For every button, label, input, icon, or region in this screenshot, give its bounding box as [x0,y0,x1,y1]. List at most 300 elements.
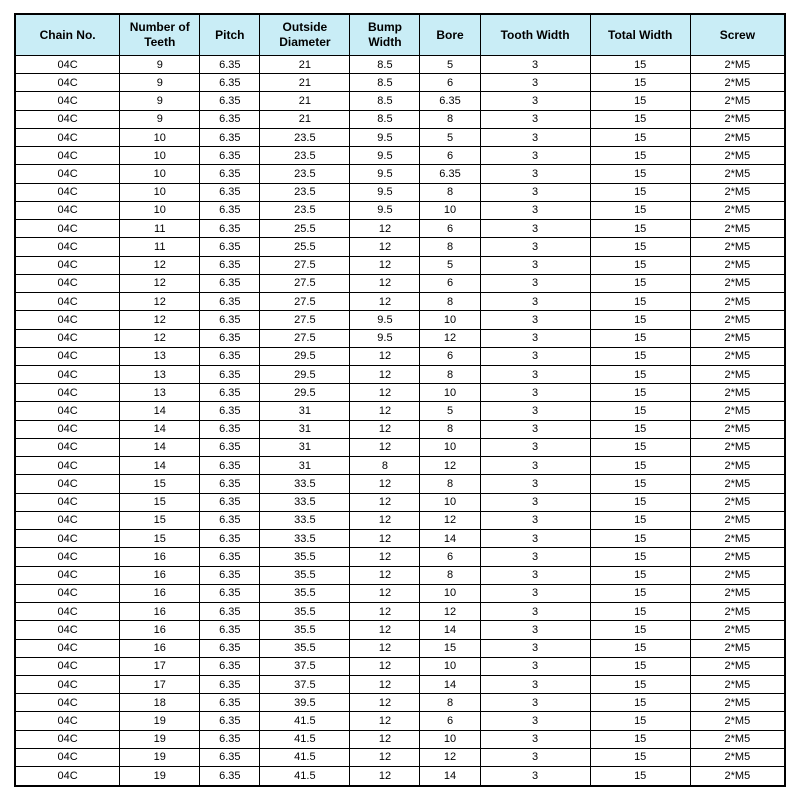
table-cell: 04C [15,74,120,92]
table-cell: 15 [590,165,690,183]
table-cell: 11 [120,220,200,238]
table-cell: 12 [350,420,420,438]
table-cell: 2*M5 [690,201,785,219]
table-cell: 6.35 [200,347,260,365]
table-cell: 15 [120,475,200,493]
table-cell: 6.35 [200,256,260,274]
table-cell: 33.5 [260,511,350,529]
table-cell: 2*M5 [690,511,785,529]
table-row [15,566,785,584]
table-cell: 12 [350,402,420,420]
table-cell: 27.5 [260,311,350,329]
table-row [15,347,785,365]
table-cell: 3 [480,183,590,201]
table-cell: 2*M5 [690,256,785,274]
table-row [15,402,785,420]
table-cell: 2*M5 [690,730,785,748]
column-header: Chain No. [15,14,120,56]
table-cell: 9 [120,110,200,128]
table-cell: 15 [120,493,200,511]
table-cell: 15 [590,730,690,748]
table-cell: 04C [15,128,120,146]
table-cell: 8 [420,365,480,383]
table-cell: 15 [590,110,690,128]
table-cell: 31 [260,438,350,456]
table-cell: 04C [15,293,120,311]
table-cell: 6.35 [200,56,260,74]
table-row [15,92,785,110]
table-row [15,603,785,621]
table-cell: 41.5 [260,730,350,748]
table-cell: 3 [480,147,590,165]
table-cell: 8.5 [350,74,420,92]
table-cell: 27.5 [260,293,350,311]
table-cell: 3 [480,493,590,511]
table-cell: 2*M5 [690,420,785,438]
table-cell: 3 [480,420,590,438]
table-cell: 15 [590,147,690,165]
table-cell: 8 [420,110,480,128]
table-cell: 14 [420,767,480,786]
table-row [15,730,785,748]
table-cell: 3 [480,165,590,183]
table-cell: 15 [590,457,690,475]
table-row [15,511,785,529]
table-cell: 3 [480,767,590,786]
table-cell: 04C [15,548,120,566]
table-cell: 3 [480,365,590,383]
table-cell: 2*M5 [690,530,785,548]
table-cell: 15 [590,201,690,219]
table-cell: 3 [480,603,590,621]
table-cell: 5 [420,256,480,274]
table-cell: 31 [260,457,350,475]
table-cell: 10 [120,147,200,165]
table-cell: 3 [480,548,590,566]
table-cell: 15 [590,365,690,383]
table-cell: 12 [120,293,200,311]
table-cell: 6.35 [200,511,260,529]
column-header: Number of Teeth [120,14,200,56]
table-cell: 14 [420,675,480,693]
table-cell: 3 [480,675,590,693]
table-cell: 04C [15,347,120,365]
table-cell: 12 [350,438,420,456]
table-cell: 04C [15,220,120,238]
table-cell: 15 [590,584,690,602]
table-cell: 3 [480,566,590,584]
table-cell: 12 [350,730,420,748]
table-row [15,274,785,292]
table-cell: 2*M5 [690,92,785,110]
table-cell: 10 [420,730,480,748]
table-cell: 6 [420,712,480,730]
table-cell: 2*M5 [690,621,785,639]
table-body [15,56,785,787]
table-cell: 15 [590,675,690,693]
table-cell: 3 [480,201,590,219]
table-cell: 15 [590,56,690,74]
table-cell: 19 [120,730,200,748]
table-cell: 2*M5 [690,566,785,584]
table-cell: 2*M5 [690,475,785,493]
table-cell: 2*M5 [690,657,785,675]
table-cell: 04C [15,365,120,383]
table-row [15,165,785,183]
table-cell: 04C [15,475,120,493]
table-cell: 15 [420,639,480,657]
table-cell: 2*M5 [690,220,785,238]
table-cell: 39.5 [260,694,350,712]
table-cell: 10 [420,311,480,329]
table-cell: 5 [420,56,480,74]
table-cell: 19 [120,748,200,766]
table-cell: 12 [350,384,420,402]
table-cell: 6.35 [200,147,260,165]
table-cell: 23.5 [260,165,350,183]
table-cell: 04C [15,511,120,529]
table-cell: 6.35 [200,730,260,748]
table-cell: 8 [420,293,480,311]
table-header [15,14,785,56]
table-cell: 6.35 [200,548,260,566]
table-cell: 15 [590,92,690,110]
table-cell: 10 [120,128,200,146]
table-row [15,712,785,730]
table-cell: 13 [120,365,200,383]
table-row [15,329,785,347]
table-cell: 8 [420,566,480,584]
table-cell: 3 [480,384,590,402]
table-cell: 04C [15,730,120,748]
table-cell: 6.35 [200,293,260,311]
table-cell: 04C [15,329,120,347]
table-cell: 15 [590,128,690,146]
sprocket-spec-table [14,13,786,787]
table-row [15,548,785,566]
header-row [15,14,785,56]
table-cell: 13 [120,347,200,365]
table-cell: 6.35 [200,420,260,438]
table-cell: 2*M5 [690,128,785,146]
table-cell: 15 [590,420,690,438]
table-cell: 12 [120,274,200,292]
table-cell: 2*M5 [690,402,785,420]
table-cell: 12 [420,511,480,529]
table-cell: 6.35 [200,603,260,621]
table-cell: 27.5 [260,274,350,292]
table-cell: 15 [590,530,690,548]
table-cell: 12 [350,220,420,238]
table-cell: 3 [480,56,590,74]
table-cell: 27.5 [260,256,350,274]
table-cell: 04C [15,621,120,639]
column-header: Bump Width [350,14,420,56]
table-cell: 3 [480,293,590,311]
table-cell: 15 [590,621,690,639]
column-header: Bore [420,14,480,56]
table-cell: 15 [590,293,690,311]
table-cell: 04C [15,584,120,602]
table-cell: 11 [120,238,200,256]
table-cell: 15 [590,438,690,456]
table-cell: 3 [480,402,590,420]
table-cell: 2*M5 [690,675,785,693]
table-cell: 12 [350,584,420,602]
table-cell: 35.5 [260,584,350,602]
table-cell: 6.35 [200,110,260,128]
table-cell: 04C [15,256,120,274]
table-cell: 9.5 [350,147,420,165]
table-cell: 15 [590,493,690,511]
table-cell: 41.5 [260,767,350,786]
table-cell: 04C [15,566,120,584]
table-row [15,475,785,493]
table-cell: 3 [480,311,590,329]
column-header: Outside Diameter [260,14,350,56]
column-header: Tooth Width [480,14,590,56]
table-cell: 3 [480,457,590,475]
table-cell: 6 [420,274,480,292]
table-row [15,74,785,92]
table-cell: 12 [350,493,420,511]
table-cell: 15 [590,657,690,675]
table-cell: 25.5 [260,238,350,256]
table-cell: 10 [420,201,480,219]
table-cell: 9.5 [350,201,420,219]
table-row [15,238,785,256]
table-cell: 21 [260,74,350,92]
table-cell: 23.5 [260,147,350,165]
table-cell: 04C [15,201,120,219]
table-cell: 31 [260,420,350,438]
table-cell: 6.35 [200,365,260,383]
table-cell: 9.5 [350,128,420,146]
table-cell: 04C [15,694,120,712]
table-cell: 12 [350,603,420,621]
table-cell: 04C [15,238,120,256]
table-cell: 6.35 [200,438,260,456]
table-cell: 5 [420,402,480,420]
table-cell: 6.35 [200,657,260,675]
table-cell: 15 [120,530,200,548]
table-cell: 15 [590,220,690,238]
table-cell: 10 [120,183,200,201]
table-cell: 16 [120,548,200,566]
table-cell: 04C [15,457,120,475]
table-cell: 21 [260,92,350,110]
table-cell: 8 [420,238,480,256]
table-cell: 15 [590,347,690,365]
table-cell: 3 [480,110,590,128]
table-cell: 15 [590,639,690,657]
table-cell: 12 [350,767,420,786]
table-cell: 3 [480,639,590,657]
table-cell: 2*M5 [690,311,785,329]
table-cell: 41.5 [260,748,350,766]
table-cell: 3 [480,92,590,110]
table-cell: 2*M5 [690,183,785,201]
table-cell: 04C [15,493,120,511]
table-cell: 15 [590,238,690,256]
table-cell: 12 [350,566,420,584]
table-cell: 19 [120,712,200,730]
table-row [15,420,785,438]
table-cell: 3 [480,438,590,456]
table-row [15,311,785,329]
table-cell: 3 [480,694,590,712]
table-cell: 12 [420,329,480,347]
table-cell: 9.5 [350,165,420,183]
table-cell: 33.5 [260,475,350,493]
table-cell: 04C [15,712,120,730]
table-cell: 12 [350,256,420,274]
table-cell: 2*M5 [690,347,785,365]
table-cell: 8.5 [350,56,420,74]
table-cell: 6 [420,347,480,365]
table-row [15,384,785,402]
table-cell: 23.5 [260,201,350,219]
table-cell: 12 [350,548,420,566]
table-row [15,457,785,475]
table-cell: 04C [15,56,120,74]
table-cell: 25.5 [260,220,350,238]
table-cell: 16 [120,621,200,639]
table-cell: 12 [350,748,420,766]
table-cell: 15 [590,566,690,584]
table-row [15,128,785,146]
table-cell: 3 [480,74,590,92]
table-cell: 6.35 [200,402,260,420]
table-cell: 2*M5 [690,457,785,475]
table-cell: 3 [480,584,590,602]
table-cell: 3 [480,238,590,256]
table-cell: 8 [420,183,480,201]
table-cell: 6.35 [200,584,260,602]
table-row [15,639,785,657]
table-cell: 2*M5 [690,274,785,292]
table-row [15,657,785,675]
table-cell: 3 [480,220,590,238]
table-cell: 10 [120,201,200,219]
table-cell: 15 [590,511,690,529]
table-row [15,748,785,766]
table-cell: 12 [350,694,420,712]
table-cell: 2*M5 [690,584,785,602]
table-cell: 12 [350,621,420,639]
table-cell: 33.5 [260,530,350,548]
table-cell: 3 [480,511,590,529]
table-cell: 14 [120,402,200,420]
table-cell: 6.35 [200,165,260,183]
table-cell: 16 [120,639,200,657]
table-cell: 9 [120,92,200,110]
table-cell: 12 [350,712,420,730]
table-cell: 3 [480,657,590,675]
table-cell: 3 [480,256,590,274]
table-cell: 6.35 [200,238,260,256]
table-cell: 2*M5 [690,147,785,165]
table-cell: 35.5 [260,639,350,657]
table-cell: 16 [120,584,200,602]
table-cell: 37.5 [260,657,350,675]
table-row [15,530,785,548]
table-cell: 15 [120,511,200,529]
column-header: Pitch [200,14,260,56]
table-cell: 3 [480,347,590,365]
table-cell: 6 [420,147,480,165]
table-cell: 17 [120,675,200,693]
table-cell: 6 [420,548,480,566]
table-row [15,584,785,602]
table-cell: 9.5 [350,183,420,201]
table-row [15,183,785,201]
table-cell: 6.35 [200,311,260,329]
table-cell: 33.5 [260,493,350,511]
table-cell: 2*M5 [690,639,785,657]
table-cell: 2*M5 [690,365,785,383]
table-cell: 2*M5 [690,493,785,511]
table-cell: 12 [350,675,420,693]
table-cell: 15 [590,311,690,329]
table-cell: 6.35 [200,712,260,730]
table-cell: 6.35 [200,748,260,766]
table-cell: 9.5 [350,329,420,347]
table-cell: 9 [120,56,200,74]
table-cell: 8 [350,457,420,475]
table-cell: 35.5 [260,566,350,584]
table-cell: 13 [120,384,200,402]
table-cell: 04C [15,110,120,128]
table-cell: 6.35 [200,767,260,786]
table-cell: 10 [420,657,480,675]
table-cell: 10 [420,584,480,602]
table-cell: 2*M5 [690,110,785,128]
table-cell: 2*M5 [690,384,785,402]
table-cell: 6.35 [200,675,260,693]
table-row [15,621,785,639]
table-cell: 12 [420,457,480,475]
table-cell: 35.5 [260,621,350,639]
table-cell: 12 [120,329,200,347]
table-cell: 6.35 [200,128,260,146]
table-cell: 3 [480,621,590,639]
table-cell: 2*M5 [690,712,785,730]
table-cell: 9.5 [350,311,420,329]
table-cell: 17 [120,657,200,675]
table-cell: 12 [350,511,420,529]
table-cell: 04C [15,311,120,329]
table-cell: 6.35 [200,220,260,238]
table-cell: 21 [260,110,350,128]
table-cell: 41.5 [260,712,350,730]
table-cell: 12 [420,603,480,621]
table-cell: 35.5 [260,603,350,621]
table-cell: 2*M5 [690,293,785,311]
table-cell: 6.35 [200,530,260,548]
table-cell: 6 [420,220,480,238]
table-cell: 8 [420,475,480,493]
table-cell: 6.35 [200,274,260,292]
table-cell: 2*M5 [690,438,785,456]
table-cell: 6.35 [200,639,260,657]
table-cell: 2*M5 [690,329,785,347]
table-cell: 15 [590,603,690,621]
table-cell: 15 [590,548,690,566]
table-cell: 18 [120,694,200,712]
table-cell: 23.5 [260,183,350,201]
table-cell: 04C [15,384,120,402]
